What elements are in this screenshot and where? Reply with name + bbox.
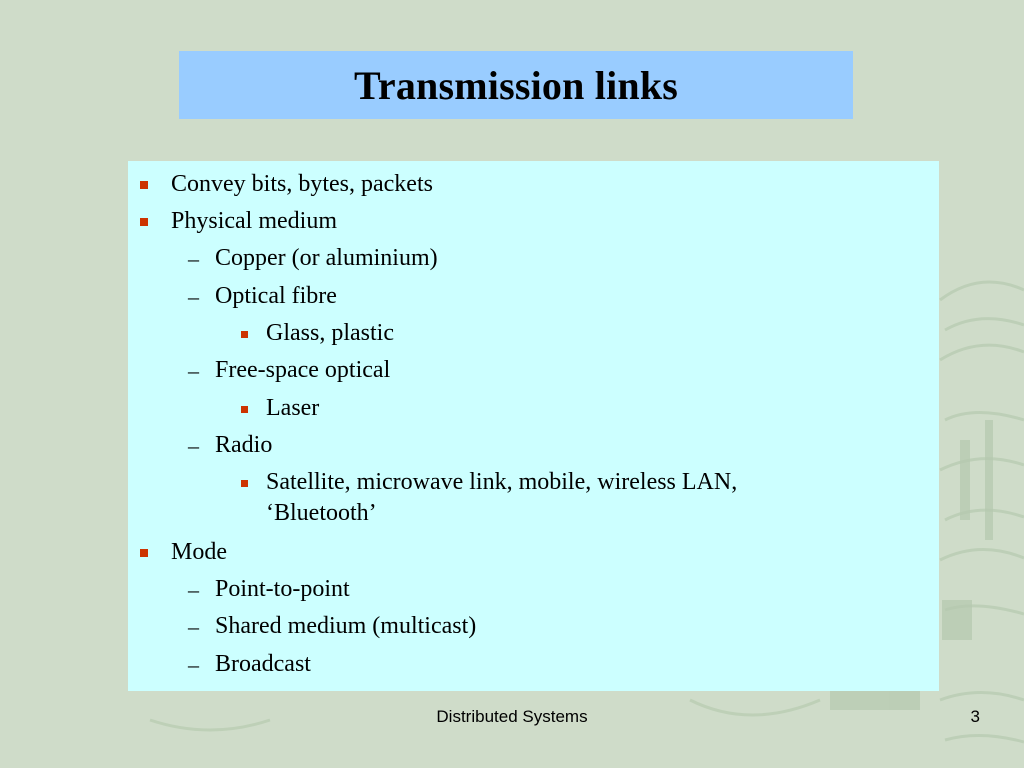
bullet-level-2: [188, 281, 337, 312]
bullet-level-2: [188, 649, 311, 680]
square-bullet-icon: [241, 331, 248, 338]
square-bullet-icon: [140, 549, 148, 557]
content-box: [128, 161, 939, 691]
bullet-text: Copper (or aluminium): [215, 245, 438, 271]
bullet-text: Glass, plastic: [266, 320, 394, 346]
bullet-text: Mode: [171, 539, 227, 565]
bullet-text: Laser: [266, 395, 320, 421]
page-number: 3: [970, 707, 980, 726]
bullet-level-1: [171, 537, 227, 568]
bullet-text: Free-space optical: [215, 357, 391, 383]
bullet-level-3: [266, 318, 394, 349]
bullet-level-2: [188, 574, 350, 605]
bullet-level-3: [266, 393, 319, 424]
bullet-level-2: [188, 243, 438, 274]
dash-marker: –: [188, 358, 199, 383]
bullet-level-1: [171, 206, 337, 237]
bullet-level-2: [188, 611, 477, 642]
bullet-text: Physical medium: [171, 208, 337, 234]
bullet-level-1: [171, 169, 433, 200]
bullet-level-3: [266, 467, 846, 529]
dash-marker: –: [188, 433, 199, 458]
footer-title: Distributed Systems: [436, 707, 588, 726]
title-banner: [179, 51, 853, 119]
bullet-level-2: [188, 430, 273, 461]
bullet-text: Radio: [215, 432, 273, 458]
dash-marker: –: [188, 577, 199, 602]
square-bullet-icon: [241, 480, 248, 487]
bullet-text: Convey bits, bytes, packets: [171, 171, 433, 197]
bullet-text: Point-to-point: [215, 576, 350, 602]
dash-marker: –: [188, 284, 199, 309]
square-bullet-icon: [140, 218, 148, 226]
bullet-text: Shared medium (multicast): [215, 613, 477, 639]
dash-marker: –: [188, 652, 199, 677]
bullet-text: Optical fibre: [215, 283, 337, 309]
square-bullet-icon: [241, 406, 248, 413]
dash-marker: –: [188, 246, 199, 271]
square-bullet-icon: [140, 181, 148, 189]
dash-marker: –: [188, 614, 199, 639]
bullet-level-2: [188, 355, 391, 386]
slide-title: Transmission links: [353, 62, 679, 108]
bullet-text: Broadcast: [215, 651, 311, 677]
bullet-text: Satellite, microwave link, mobile, wireless LAN, ‘Bluetooth’: [266, 469, 738, 526]
